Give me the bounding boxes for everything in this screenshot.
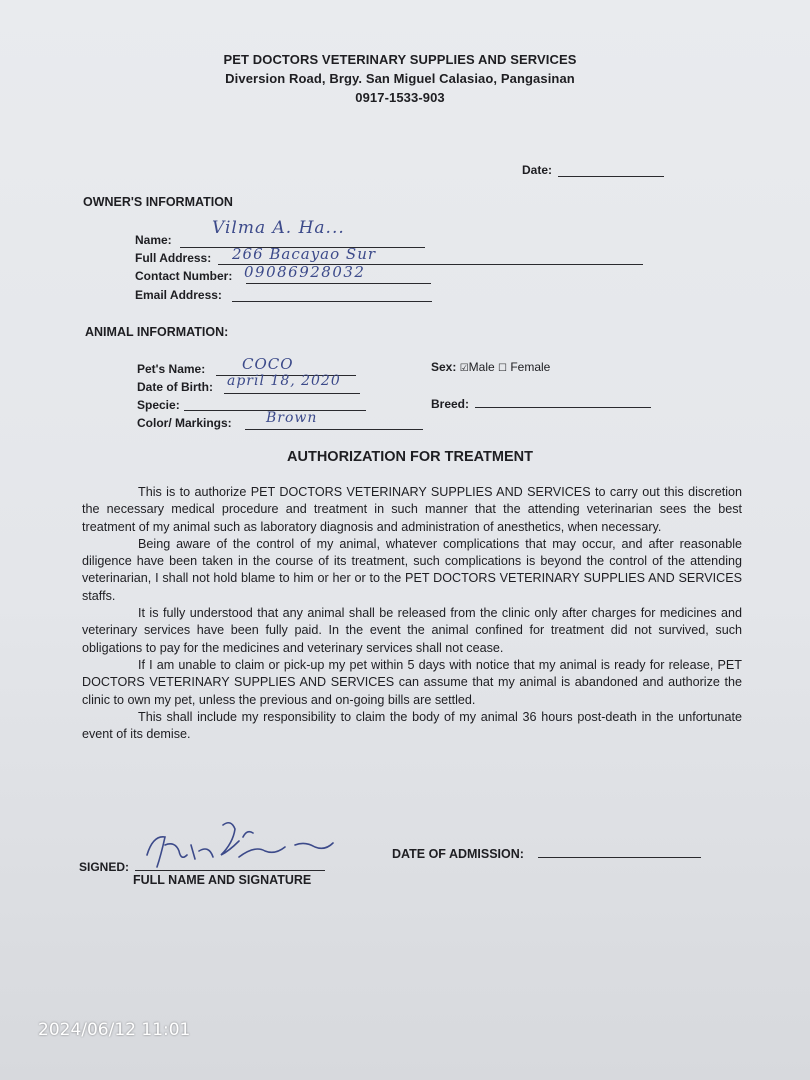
breed-line	[475, 407, 651, 408]
sex-field	[431, 360, 550, 374]
letterhead	[190, 50, 610, 107]
authorization-paragraph: This is to authorize PET DOCTORS VETERINARY SUPPLIES AND SERVICES to carry out this discretion the necessary medical procedure and treatment in such manner that the attending veterinarian sees the best treatment of my animal such as laboratory diagnosis and administration of anesthetics, when necessary.	[82, 485, 742, 534]
owner-name-label: Name:	[135, 233, 172, 247]
dob-line	[224, 393, 360, 394]
business-name: PET DOCTORS VETERINARY SUPPLIES AND SERVICES	[223, 52, 577, 67]
authorization-paragraph: This shall include my responsibility to claim the body of my animal 36 hours post-death in the unfortunate event of its demise.	[82, 709, 742, 742]
email-label: Email Address:	[135, 288, 222, 302]
color-value: Brown	[266, 410, 318, 426]
dob-value: april 18, 2020	[227, 373, 341, 389]
email-line	[232, 301, 432, 302]
breed-label: Breed:	[431, 397, 470, 411]
male-checkbox[interactable]: ☑	[459, 363, 469, 374]
contact-line	[246, 283, 431, 284]
color-line	[245, 429, 423, 430]
owner-address-value: 266 Bacayao Sur	[232, 245, 377, 263]
handwritten-signature	[135, 815, 345, 875]
authorization-body	[82, 484, 742, 743]
photo-timestamp: 2024/06/12 11:01	[38, 1020, 191, 1040]
animal-section-title: ANIMAL INFORMATION:	[85, 325, 229, 339]
date-line	[558, 176, 664, 177]
date-label: Date:	[522, 163, 553, 177]
authorization-paragraph: If I am unable to claim or pick-up my pet within 5 days with notice that my animal is ready for release, PET DOCTORS VETERINARY SUPPLIES AND SERVICES can assume that my animal is abandoned and authorize the clinic to own my pet, unless the previous and on-going bills are settled.	[82, 657, 742, 707]
dob-label: Date of Birth:	[137, 380, 213, 394]
pet-name-label: Pet's Name:	[137, 362, 206, 376]
signature-caption: FULL NAME AND SIGNATURE	[133, 873, 312, 887]
male-option: Male	[468, 360, 495, 374]
authorization-paragraph: Being aware of the control of my animal, whatever complications that may occur, and after reasonable diligence have been taken in the course of its treatment, such complications is beyond the control of the attending veterinarian, I shall not hold blame to him or her or to the PET DOCTORS VETERINARY SUPPLIES AND SERVICES staffs.	[82, 536, 742, 603]
sex-label: Sex:	[431, 360, 457, 374]
owner-section-title: OWNER'S INFORMATION	[83, 195, 233, 209]
signed-label: SIGNED:	[79, 860, 130, 874]
pet-name-value: COCO	[242, 355, 294, 373]
business-address: Diversion Road, Brgy. San Miguel Calasiao, Pangasinan	[225, 71, 575, 86]
business-phone: 0917-1533-903	[355, 90, 445, 105]
contact-value: 09086928032	[244, 263, 366, 281]
authorization-title: AUTHORIZATION FOR TREATMENT	[287, 449, 533, 465]
owner-address-label: Full Address:	[135, 251, 212, 265]
color-label: Color/ Markings:	[137, 416, 232, 430]
owner-name-value: Vilma A. Ha...	[212, 218, 345, 238]
specie-label: Specie:	[137, 398, 180, 412]
female-checkbox[interactable]: ☐	[498, 363, 507, 374]
authorization-paragraph: It is fully understood that any animal shall be released from the clinic only after charges for medicines and veterinary services have been fully paid. In the event the animal confined for treatment did not survived, such obligations to pay for the medicines and veterinary services shall not cease.	[82, 606, 742, 655]
admission-line	[538, 857, 701, 858]
admission-label: DATE OF ADMISSION:	[392, 847, 524, 861]
contact-label: Contact Number:	[135, 269, 233, 283]
female-option: Female	[510, 360, 551, 374]
